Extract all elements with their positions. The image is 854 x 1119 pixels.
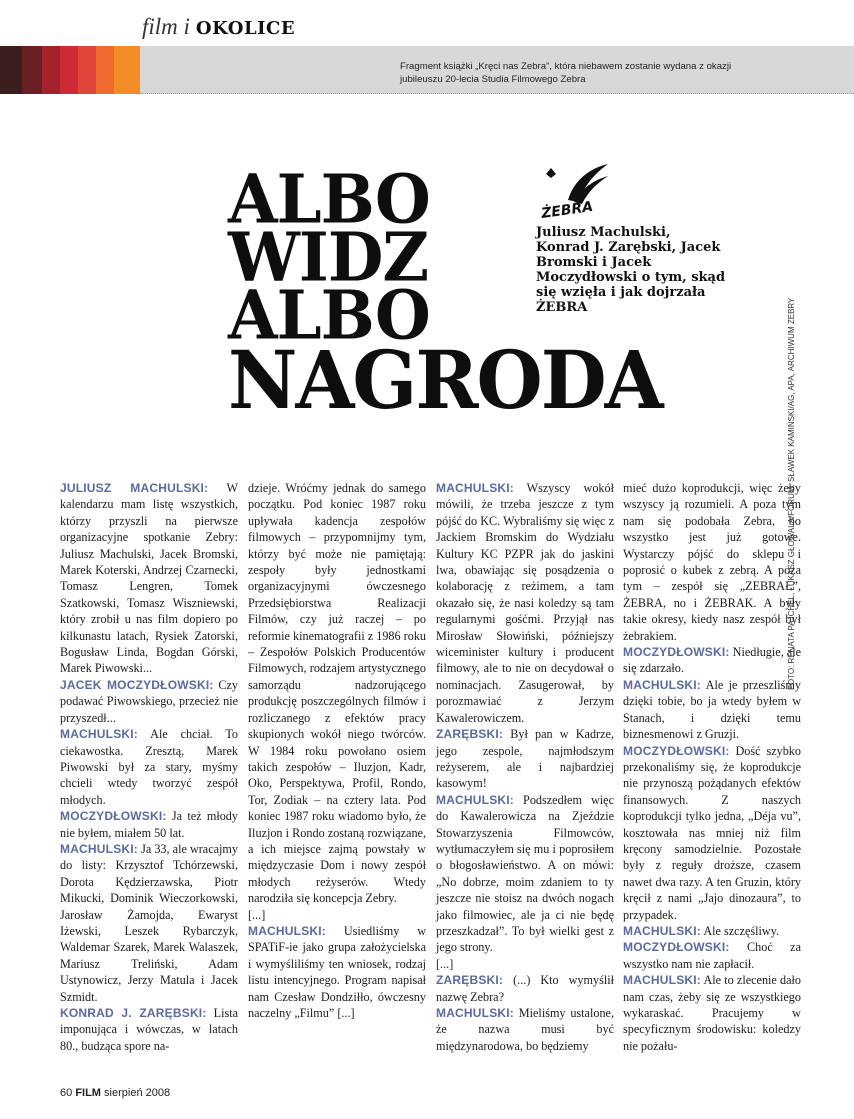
paragraph-text: Niedługie, ale się zdarzało.	[623, 645, 801, 676]
paragraph	[436, 972, 614, 1005]
speaker-name: MACHULSKI:	[60, 727, 138, 742]
speaker-name: MOCZYDŁOWSKI:	[623, 940, 730, 955]
paragraph	[60, 480, 238, 677]
paragraph	[436, 1005, 614, 1054]
paragraph-text: (...) Kto wymyślił nazwę Zebra?	[436, 973, 614, 1004]
paragraph-text: Podszedłem więc do Kawalerowicza na Zjeździe Stowarzyszenia Filmowców, wytłumaczyłem się mu i poprosiłem o błogosławieństwo. A on mówi: „No dobrze, moim zdaniem to ty jeszcze nie stoisz na dwóch nogach jako filmowiec, ale ja ci nie będę przeszkadzał”. To był wielki gest z jego strony.	[436, 792, 614, 955]
section-label-italic: film i	[142, 14, 190, 39]
paragraph-text: Czy podawać Piwowskiego, przecież nie przyszedł...	[60, 677, 238, 725]
paragraph-text: Ale to zlecenie dało nam czas, żeby się ze wszystkiego wykaraskać. Pracujemy w specyficznym środowisku: koledzy nie pożału-	[623, 973, 801, 1053]
speaker-name: ZARĘBSKI:	[436, 727, 504, 742]
paragraph-text: Dość szybko przekonaliśmy się, że koprodukcje nie przynoszą pożądanych efektów finansowych. Z naszych koprodukcji tylko jedna, „Déja vu”, kosztowała nas mniej niż film kręcony samodzielnie. Pozostałe były z reguły droższe, czasem nawet dwa razy. A ten Gruzin, który kręcił z nami „Jajo dinozaura”, to przypadek.	[623, 743, 801, 922]
paragraph	[623, 677, 801, 743]
speaker-name: ZARĘBSKI:	[436, 973, 504, 988]
text-column-2	[248, 480, 426, 1021]
paragraph-text: Mieliśmy ustalone, że nazwa musi być międzynarodowa, bo będziemy	[436, 1006, 614, 1053]
paragraph-text: Ale szczęśliwy.	[701, 923, 780, 938]
speaker-name: MOCZYDŁOWSKI:	[623, 645, 730, 660]
paragraph	[248, 907, 426, 923]
paragraph-text: Usiedliśmy w SPATiF-ie jako grupa założycielska i wymyśliliśmy ten wniosek, rodzaj listu intencyjnego. Program napisał nam Czesław Dondziłło, ówczesny naczelny „Filmu” [...]	[248, 923, 426, 1020]
color-stripe-4	[60, 46, 78, 94]
paragraph	[623, 743, 801, 923]
speaker-name: MACHULSKI:	[436, 792, 514, 807]
paragraph	[248, 480, 426, 907]
paragraph-text: Był pan w Kadrze, jego zespole, najmłodszym reżyserem, ale i najbardziej kasowym!	[436, 727, 614, 791]
paragraph	[60, 841, 238, 1005]
text-column-3	[436, 480, 614, 1054]
paragraph	[623, 972, 801, 1054]
photo-credit: FOTO: RENATA PAJCHEL, ŁUKASZ GŁOWALA/FORUM, SŁAWEK KAMIŃSKI/AG, APA, ARCHIWUM ZEBRY	[787, 297, 796, 690]
paragraph-text: Ale je przeszliśmy dzięki tobie, bo ja wtedy byłem w Stanach, i dzięki temu biznesmenowi z Gruzji.	[623, 677, 801, 742]
paragraph	[623, 923, 801, 939]
paragraph-text: Ja też młody nie byłem, miałem 50 lat.	[60, 809, 238, 840]
paragraph-text: Ja 33, ale wracajmy do listy: Krzysztof Tchórzewski, Dorota Kędzierzawska, Piotr Mikucki, Dominik Wieczorkowski, Jarosław Żamojda, Ewaryst Iżewski, Leszek Rybarczyk, Waldemar Szarek, Marek Walaszek, Mariusz Treliński, Adam Ustynowicz, Jerzy Matula i Jacek Szmidt.	[60, 841, 238, 1004]
speaker-name: MACHULSKI:	[248, 923, 326, 938]
speaker-name: MACHULSKI:	[60, 841, 138, 856]
paragraph	[60, 726, 238, 808]
issue-date: sierpień 2008	[104, 1087, 171, 1099]
speaker-name: MACHULSKI:	[623, 973, 701, 988]
color-stripe-5	[78, 46, 96, 94]
paragraph	[436, 792, 614, 956]
speaker-name: MOCZYDŁOWSKI:	[60, 809, 167, 824]
paragraph-text: Lista imponująca i wówczas, w latach 80., budząca spore na-	[60, 1006, 238, 1053]
title-line-2: WIDZ	[228, 218, 429, 298]
article-deck: Juliusz Machulski, Konrad J. Zarębski, Jacek Bromski i Jacek Moczydłowski o tym, skąd się wzięła i jak dojrzała ŻEBRA	[536, 225, 726, 315]
paragraph	[248, 923, 426, 1021]
paragraph-text: Ale chciał. To ciekawostka. Zresztą, Marek Piwowski był za stary, myśmy chcieli wtedy tworzyć zespół młodych.	[60, 727, 238, 807]
paragraph	[436, 956, 614, 972]
speaker-name: JULIUSZ MACHULSKI:	[60, 481, 209, 495]
paragraph-text: [...]	[436, 956, 454, 971]
paragraph	[623, 939, 801, 972]
zebra-logo-text: ŻEBRA	[540, 198, 595, 222]
color-stripe-6	[96, 46, 114, 94]
speaker-name: MACHULSKI:	[436, 481, 514, 495]
paragraph	[60, 808, 238, 841]
speaker-name: KONRAD J. ZARĘBSKI:	[60, 1006, 207, 1020]
paragraph	[436, 480, 614, 726]
page-number: 60	[60, 1087, 73, 1099]
title-line-1: ALBO	[228, 160, 430, 240]
text-column-4	[623, 480, 801, 1054]
paragraph	[623, 644, 801, 677]
speaker-name: MACHULSKI:	[623, 923, 701, 938]
color-stripe-7	[114, 46, 140, 94]
paragraph-text: W kalendarzu mam listę wszystkich, którzy przyszli na pierwsze organizacyjne spotkanie Zebry: Juliusz Machulski, Jacek Bromski, Marek Koterski, Andrzej Czarnecki, Tomasz Lengren, Tomek Szatkowski, Tomasz Wiszniewski, który zrobił u nas film dopiero po kilkunastu latach, Rysiek Zatorski, Bogusław Linda, Bogdan Górski, Marek Piwowski...	[60, 481, 238, 676]
page-footer	[60, 1087, 170, 1099]
text-column-1	[60, 480, 238, 1054]
speaker-name: MACHULSKI:	[436, 1006, 514, 1020]
color-stripe-1	[0, 46, 22, 94]
title-line-4: NAGRODA	[228, 333, 662, 427]
zebra-logo	[538, 160, 610, 224]
section-header	[142, 14, 295, 46]
paragraph	[436, 726, 614, 792]
speaker-name: JACEK MOCZYDŁOWSKI:	[60, 677, 214, 692]
section-label-bold: OKOLICE	[195, 18, 296, 39]
paragraph	[60, 677, 238, 726]
color-stripe-2	[22, 46, 42, 94]
title-line-3: ALBO	[228, 276, 430, 356]
magazine-name: FILM	[75, 1087, 101, 1099]
paragraph-text: Wszyscy wokół mówili, że trzeba jeszcze z tym pójść do KC. Wybraliśmy się więc z Jackiem Bromskim do Wydziału Kultury KC PZPR jak do jaskini lwa, obawiając się posądzenia o kolaborację z reżimem, a tam okazało się, że nasi koledzy są tam regularnymi gośćmi. Przyjął nas Mirosław Słowiński, późniejszy wiceminister kultury i producent filmowy, ale to nie on decydował o nominacjach. Zasugerował, by porozmawiać z Jerzym Kawalerowiczem.	[436, 481, 614, 725]
paragraph	[60, 1005, 238, 1054]
paragraph-text: dzieje. Wróćmy jednak do samego początku. Pod koniec 1987 roku upływała kadencja zespołów filmowych – przypomnijmy tym, którzy być może nie pamiętają: zespoły były jednostkami organizacyjnymi ówczesnego Przedsiębiorstwa Realizacji Filmów, czy już raczej – po reformie kinematografii z 1986 roku – Zespołów Polskich Producentów Filmowych, rodzajem artystycznego samorządu nadzorującego produkcję poszczególnych filmów i rozliczanego z efektów pracy skupionych wokół niego twórców. W 1984 roku powołano osiem takich zespołów – Iluzjon, Kadr, Oko, Perspektywa, Profil, Rondo, Tor, Zodiak – na cztery lata. Pod koniec 1987 roku wiadomo było, że Iluzjon i Rondo zostaną rozwiązane, a ich miejsce zajmą powstały w międzyczasie Dom i nowy zespół młodych reżyserów. Wtedy narodziła się koncepcja Zebry.	[248, 481, 427, 906]
paragraph-text: mieć dużo koprodukcji, więc żeby wszyscy ją rozumieli. A poza tym nam się podobała Zebra, bo wszystko jest już gotowe. Wystarczy pójść do sklepu i poprosić o kubek z zebrą. A poza tym – zespół się „ZEBRAŁ”, ŻEBRA, no i ŻEBRAK. A były takie okresy, kiedy nasz zespół był żebrakiem.	[623, 481, 801, 643]
paragraph-text: [...]	[248, 907, 266, 922]
color-stripe-3	[42, 46, 60, 94]
book-fragment-note: Fragment książki „Kręci nas Zebra”, która niebawem zostanie wydana z okazji jubileuszu 20-lecia Studia Filmowego Zebra	[400, 61, 732, 85]
speaker-name: MOCZYDŁOWSKI:	[623, 743, 730, 758]
paragraph-text: Choć za wszystko nam nie zapłacił.	[623, 940, 801, 971]
paragraph	[623, 480, 801, 644]
speaker-name: MACHULSKI:	[623, 677, 701, 692]
